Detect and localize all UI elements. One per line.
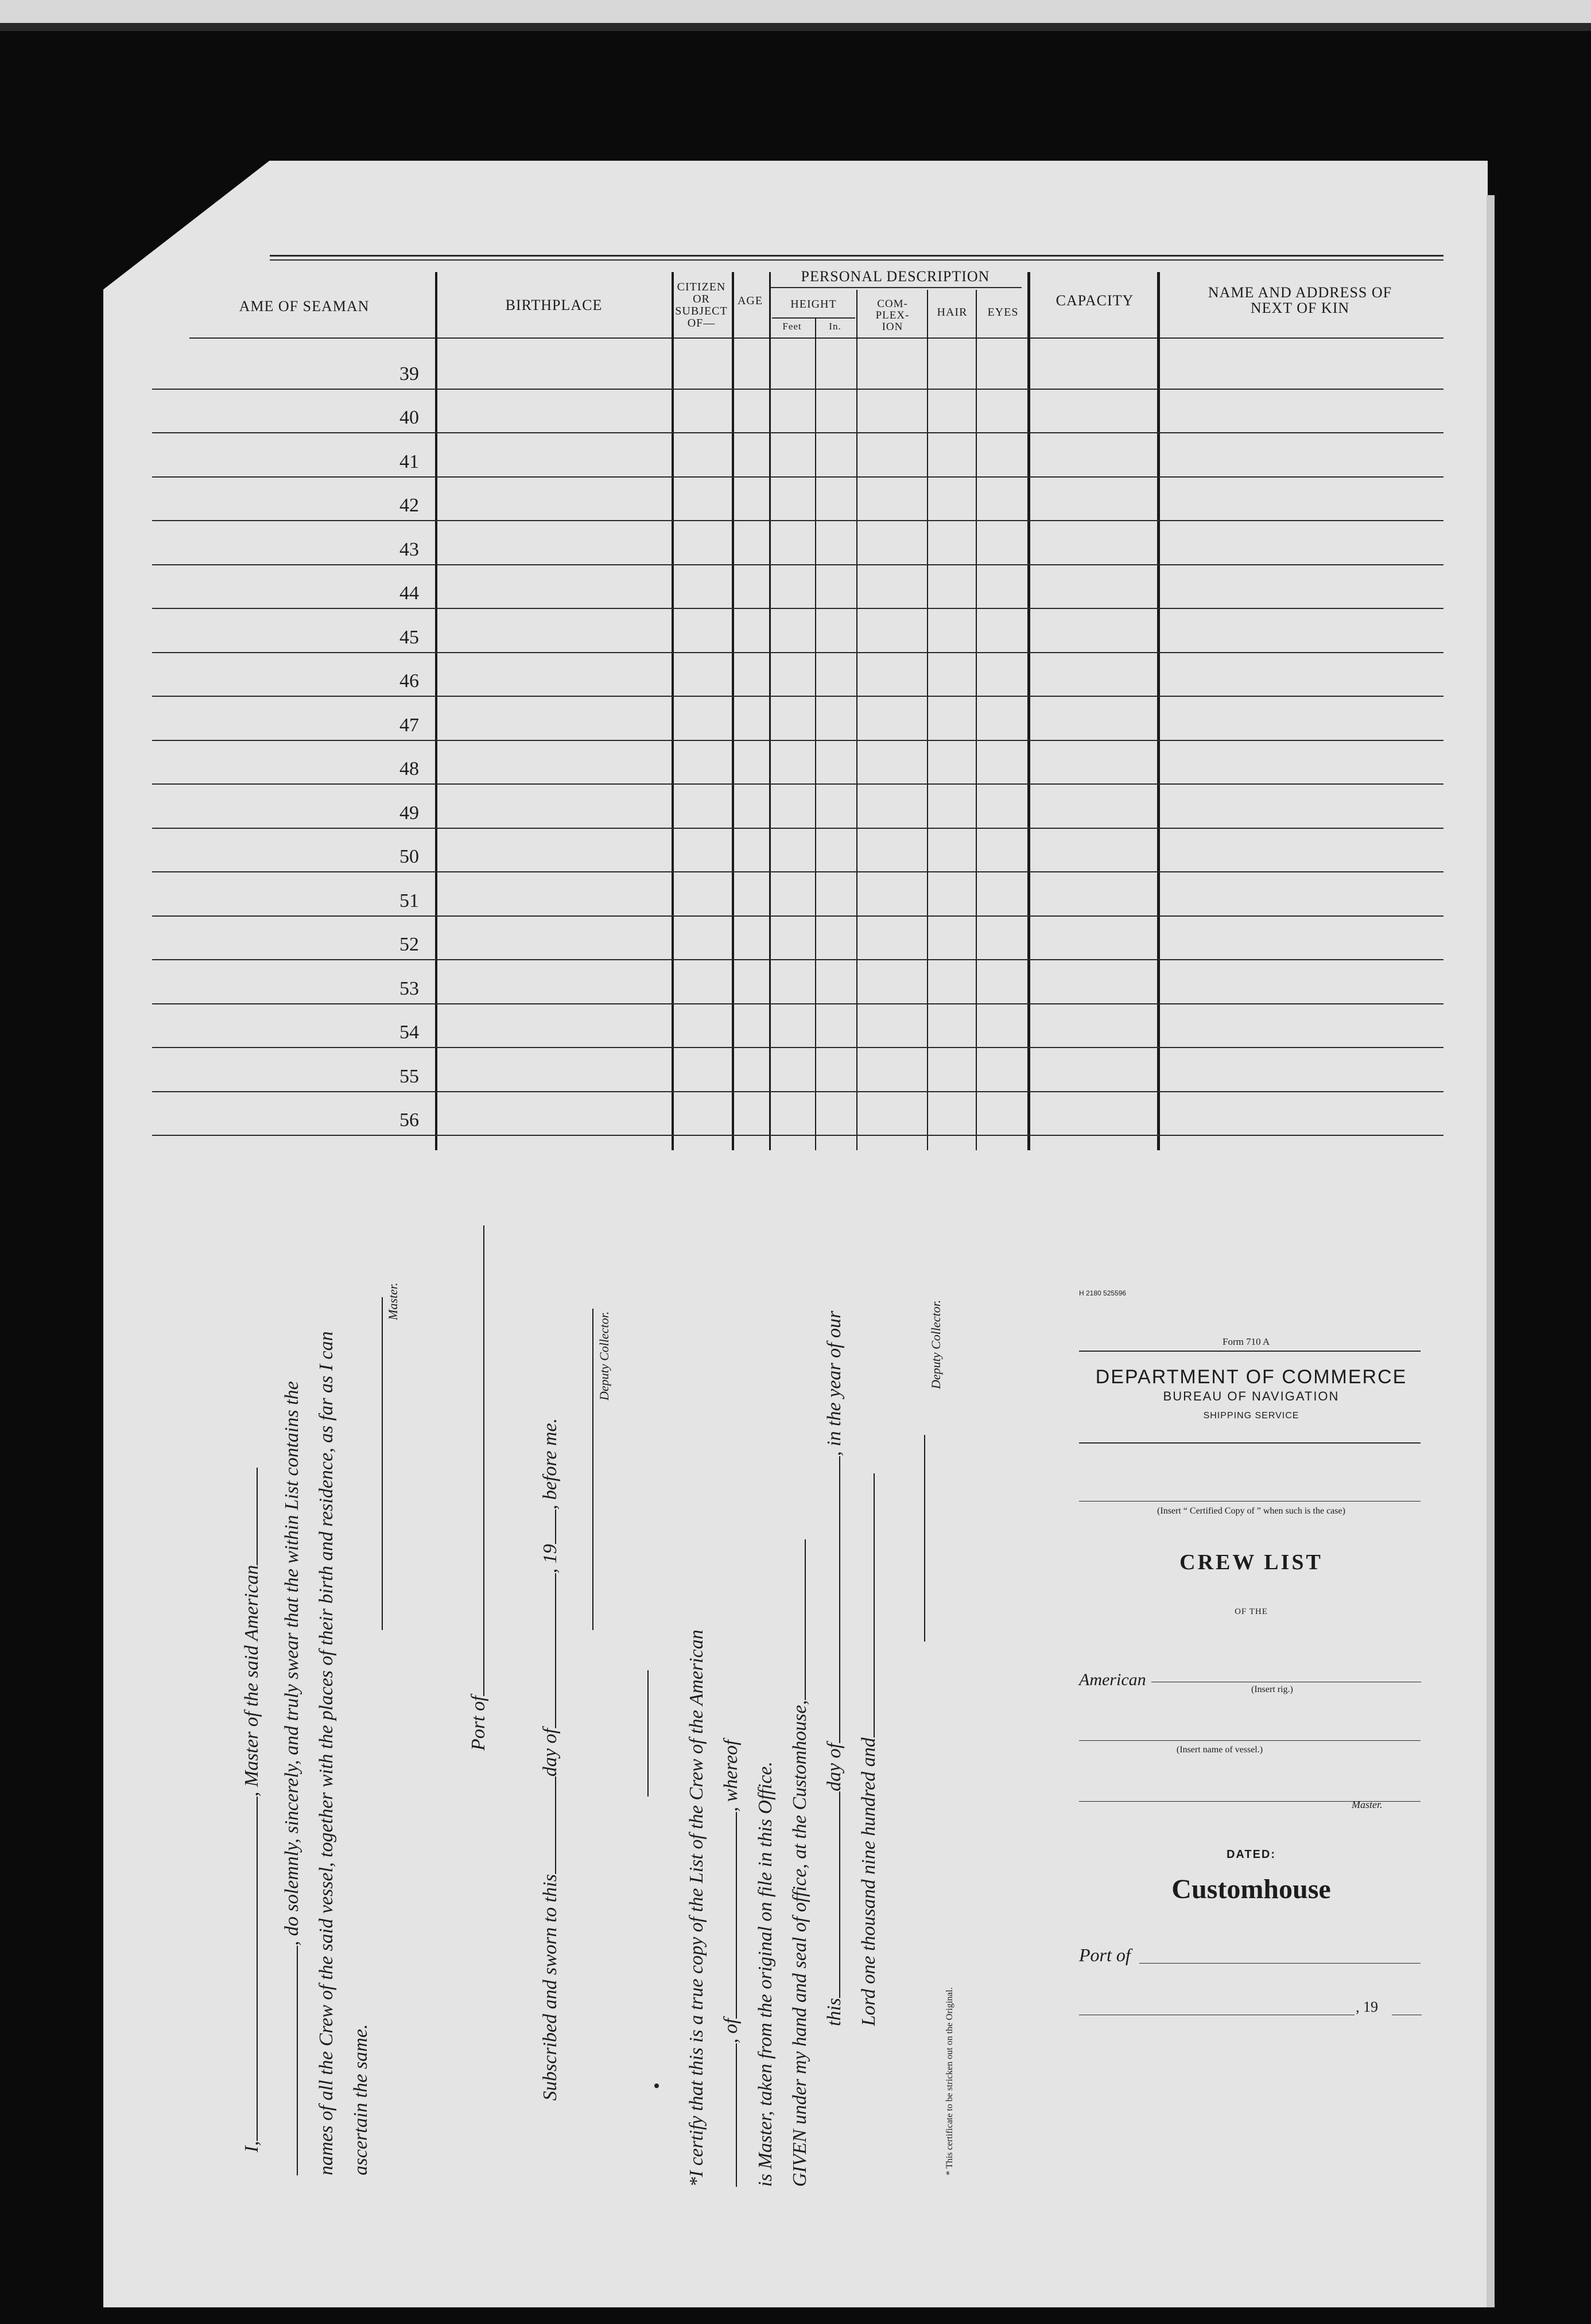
- oath-blank[interactable]: [297, 1946, 298, 2175]
- height-rule: [772, 317, 855, 319]
- column-rule: [927, 290, 928, 1150]
- certificate-line-2: [720, 1740, 742, 2187]
- header-eyes: EYES: [987, 306, 1019, 319]
- header-complexion: [858, 298, 927, 333]
- jurat-port-of-label: Port of: [468, 1696, 489, 1751]
- row-rule: [152, 1091, 1443, 1092]
- cert-day-blank[interactable]: [839, 1791, 840, 1998]
- row-rule: [152, 1047, 1443, 1048]
- header-hair: HAIR: [937, 306, 968, 319]
- table-top-rule-2: [270, 259, 1443, 261]
- row-number: 39: [399, 363, 419, 385]
- row-number: 52: [399, 934, 419, 955]
- scan-top-strip: [0, 0, 1591, 23]
- vessel-blank[interactable]: [257, 1468, 258, 1565]
- row-rule: [152, 959, 1443, 960]
- jurat-text-b: day of: [540, 1728, 561, 1777]
- header-age: AGE: [737, 294, 763, 307]
- row-number: 49: [399, 802, 419, 824]
- jurat-text-c: , 19: [540, 1544, 561, 1574]
- column-rule: [435, 272, 437, 1150]
- port-of-label: Port of: [1079, 1945, 1131, 1965]
- bureau-title: BUREAU OF NAVIGATION: [1163, 1389, 1340, 1403]
- certificate-text-3: is Master, taken from the original on file in this Office.: [755, 1761, 776, 2187]
- certificate-footnote: * This certificate to be stricken out on the Original.: [945, 1987, 954, 2175]
- master-label: Master.: [1352, 1799, 1383, 1810]
- certificate-day-of: day of: [824, 1743, 845, 1791]
- certificate-line-6: [858, 1473, 880, 2026]
- header-citizen-line: CITIZEN: [677, 281, 726, 293]
- column-rule: [732, 272, 734, 1150]
- header-citizen-line: OR: [693, 293, 710, 305]
- american-label: American: [1079, 1670, 1146, 1689]
- cert-collector-signature-line: [924, 1435, 925, 1642]
- service-title: SHIPPING SERVICE: [1203, 1411, 1299, 1421]
- column-rule: [769, 272, 771, 1150]
- column-rule: [856, 290, 857, 1150]
- header-complexion-line: ION: [882, 320, 903, 333]
- row-number: 44: [399, 583, 419, 604]
- form-number: Form 710 A: [1223, 1336, 1270, 1347]
- row-rule: [152, 783, 1443, 785]
- header-feet: Feet: [782, 321, 802, 332]
- row-rule: [152, 828, 1443, 829]
- form-rule: [1079, 1351, 1421, 1352]
- row-number: 48: [399, 758, 419, 779]
- insert-vessel-note: (Insert name of vessel.): [1176, 1745, 1263, 1755]
- row-rule: [152, 915, 1443, 917]
- header-complexion-line: COM-: [877, 298, 908, 310]
- separator-rule: [647, 1670, 649, 1797]
- certificate-of: , of: [720, 2018, 742, 2043]
- oath-line-1: [241, 1468, 263, 2152]
- jurat-text-a: Subscribed and sworn to this: [540, 1874, 561, 2101]
- row-number: 41: [399, 451, 419, 472]
- certificate-dot: [654, 2084, 659, 2088]
- row-rule: [152, 608, 1443, 609]
- insert-rig-note: (Insert rig.): [1251, 1685, 1293, 1694]
- column-rule: [815, 319, 816, 1150]
- row-number: 40: [399, 407, 419, 428]
- row-number: 56: [399, 1109, 419, 1131]
- master-signature-line: [382, 1297, 383, 1630]
- oath-line-4: [350, 2024, 372, 2175]
- day-blank[interactable]: [555, 1776, 556, 1874]
- oath-master-label: Master.: [386, 1282, 400, 1320]
- row-rule: [152, 520, 1443, 521]
- cert-customhouse-blank[interactable]: [805, 1539, 806, 1700]
- row-rule: [152, 696, 1443, 697]
- port-blank[interactable]: [483, 1225, 484, 1696]
- row-number: 42: [399, 495, 419, 516]
- header-citizen-line: SUBJECT: [675, 305, 728, 317]
- year-blank[interactable]: [555, 1510, 556, 1544]
- row-rule: [152, 740, 1443, 741]
- row-number: 53: [399, 977, 419, 999]
- jurat-port-of: [468, 1225, 490, 1751]
- row-number: 46: [399, 670, 419, 692]
- of-the-label: OF THE: [1235, 1607, 1268, 1616]
- form-rule: [1079, 1442, 1421, 1444]
- collector-signature-line: [592, 1309, 593, 1630]
- row-rule: [152, 871, 1443, 872]
- table-top-rule: [270, 255, 1443, 257]
- certificate-line-4: [789, 1539, 811, 2187]
- row-number: 47: [399, 714, 419, 736]
- oath-text-2: , do solemnly, sincerely, and truly swear that the within List contains the: [281, 1381, 302, 1946]
- scan-top-border: [0, 23, 1591, 31]
- header-complexion-line: PLEX-: [875, 309, 910, 321]
- certificate-whereof: , whereof: [720, 1740, 742, 1812]
- row-rule: [152, 1135, 1443, 1136]
- certified-copy-blank[interactable]: [1079, 1501, 1421, 1502]
- cert-year-blank[interactable]: [874, 1473, 875, 1737]
- header-next-of-kin-line: NEXT OF KIN: [1250, 300, 1350, 317]
- row-number: 45: [399, 626, 419, 648]
- header-birthplace: BIRTHPLACE: [505, 297, 603, 313]
- certificate-text-6: Lord one thousand nine hundred and: [858, 1737, 879, 2026]
- oath-line-2: [281, 1381, 303, 2175]
- header-name-of-seaman: AME OF SEAMAN: [239, 298, 370, 315]
- column-rule: [1027, 272, 1030, 1150]
- row-number: 55: [399, 1065, 419, 1087]
- certificate-year-of-our: , in the year of our: [824, 1310, 845, 1456]
- row-number: 50: [399, 846, 419, 867]
- department-title: DEPARTMENT OF COMMERCE: [1095, 1366, 1407, 1388]
- column-rule: [1157, 272, 1160, 1150]
- header-citizen: [673, 281, 730, 329]
- certificate-deputy-collector: Deputy Collector.: [929, 1299, 943, 1389]
- cert-port-blank[interactable]: [736, 1812, 737, 2019]
- jurat-text-d: , before me.: [540, 1418, 561, 1510]
- print-code: H 2180 525596: [1079, 1289, 1127, 1297]
- certificate-text-4: GIVEN under my hand and seal of office, at the Customhouse,: [789, 1700, 810, 2187]
- jurat-subscribed: [540, 1418, 561, 2101]
- row-rule: [152, 1003, 1443, 1004]
- header-personal-description: PERSONAL DESCRIPTION: [801, 268, 990, 285]
- customhouse-title: Customhouse: [1171, 1874, 1331, 1904]
- header-next-of-kin: [1159, 285, 1441, 316]
- insert-certified-note: (Insert “ Certified Copy of ” when such is the case): [1157, 1506, 1345, 1516]
- row-number: 54: [399, 1022, 419, 1043]
- oath-master-of: , Master of the said American: [241, 1565, 262, 1797]
- row-rule: [152, 476, 1443, 478]
- row-rule: [152, 432, 1443, 433]
- row-number: 43: [399, 538, 419, 560]
- oath-line-3: [316, 1331, 337, 2175]
- dated-label: DATED:: [1226, 1848, 1276, 1861]
- master-name-blank[interactable]: [257, 1797, 258, 2141]
- header-next-of-kin-line: NAME AND ADDRESS OF: [1208, 284, 1392, 301]
- certificate-text-1: *I certify that this is a true copy of the List of the Crew of the American: [686, 1629, 707, 2187]
- column-rule: [976, 290, 977, 1150]
- oath-text-4: ascertain the same.: [350, 2024, 371, 2175]
- jurat-deputy-collector: Deputy Collector.: [597, 1311, 611, 1400]
- page-edge: [1487, 195, 1495, 2307]
- row-rule: [152, 652, 1443, 653]
- row-rule: [152, 389, 1443, 390]
- certificate-line-1: [686, 1629, 708, 2187]
- column-rule: [672, 272, 674, 1150]
- row-rule: [152, 564, 1443, 565]
- header-capacity: CAPACITY: [1056, 292, 1134, 309]
- certificate-line-5: [824, 1311, 845, 2026]
- vessel-name-blank[interactable]: [1079, 1740, 1421, 1741]
- header-in: In.: [829, 321, 841, 332]
- port-of-blank[interactable]: [1139, 1963, 1421, 1964]
- oath-text-3: names of all the Crew of the said vessel, together with the places of their birth and residence, as far as I can: [316, 1331, 337, 2175]
- row-number: 51: [399, 890, 419, 911]
- personal-description-rule: [769, 287, 1022, 288]
- cert-month-blank[interactable]: [839, 1456, 840, 1743]
- month-blank[interactable]: [555, 1573, 556, 1728]
- certificate-line-3: [755, 1762, 777, 2187]
- header-citizen-line: OF—: [687, 317, 716, 329]
- cert-vessel-blank[interactable]: [736, 2043, 737, 2187]
- oath-i: I,: [241, 2141, 262, 2152]
- header-height: HEIGHT: [790, 298, 837, 311]
- certificate-this: this: [824, 1997, 845, 2026]
- crew-list-title: CREW LIST: [1179, 1550, 1323, 1574]
- year-label: , 19: [1356, 1999, 1378, 2015]
- header-bottom-rule: [189, 337, 1443, 339]
